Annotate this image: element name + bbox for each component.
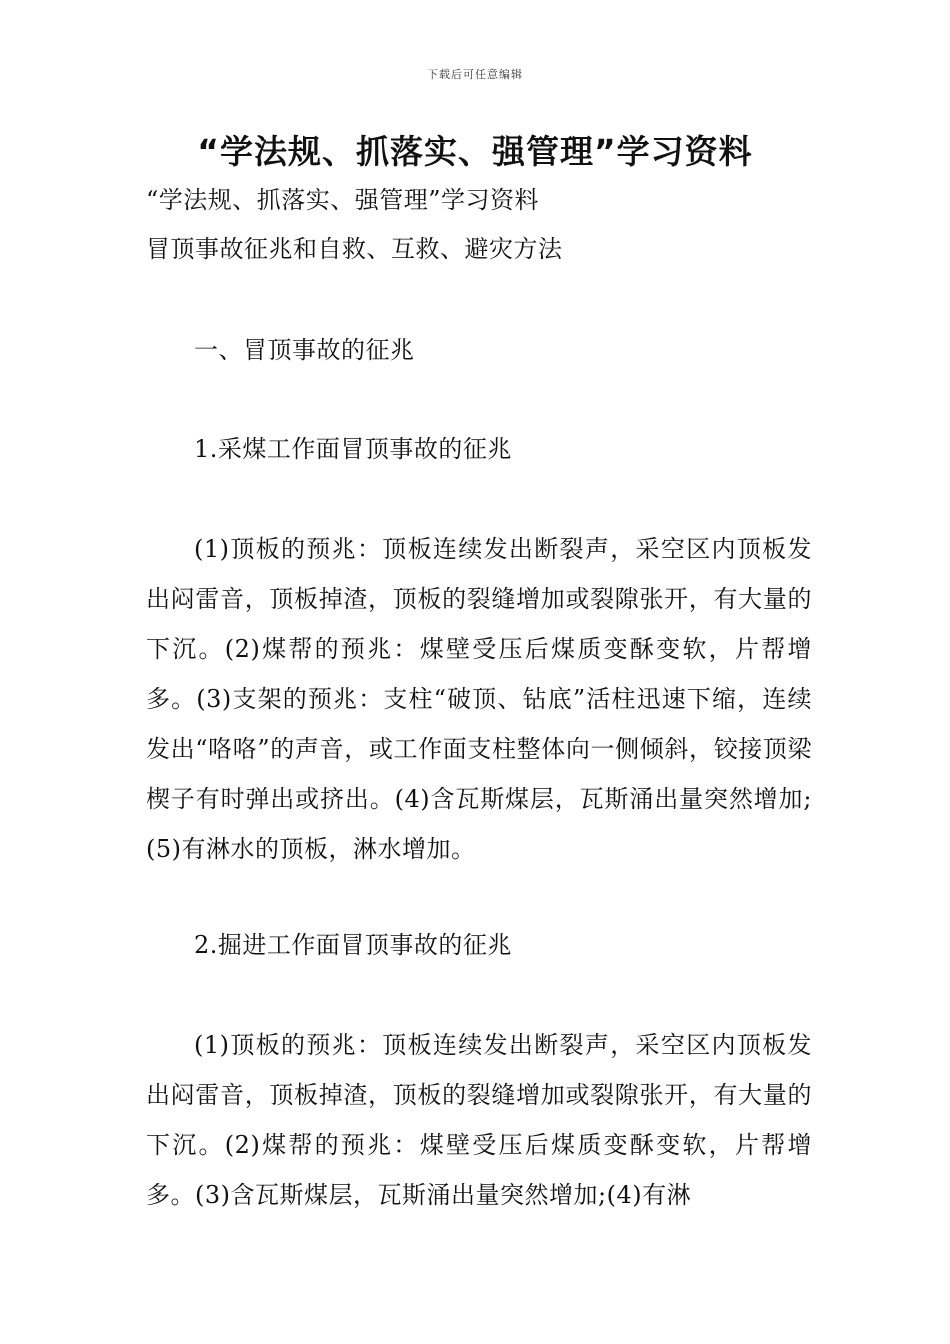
page-title: “学法规、抓落实、强管理”学习资料	[197, 132, 753, 171]
subtitle: “学法规、抓落实、强管理”学习资料	[146, 186, 540, 214]
paragraph-2: (1)顶板的预兆：顶板连续发出断裂声，采空区内顶板发出闷雷音，顶板掉渣，顶板的裂缝增加或裂隙张开，有大量的下沉。(2)煤帮的预兆：煤壁受压后煤质变酥变软，片帮增多。(3)含瓦斯煤层，瓦斯涌出量突然增加;(4)有淋	[146, 1031, 812, 1209]
subsection-heading-1: 1.采煤工作面冒顶事故的征兆	[194, 435, 512, 463]
subsection-heading-2: 2.掘进工作面冒顶事故的征兆	[194, 931, 512, 959]
section-heading: 一、冒顶事故的征兆	[194, 336, 415, 364]
header-note: 下载后可任意编辑	[427, 68, 523, 81]
topic-line: 冒顶事故征兆和自救、互救、避灾方法	[146, 235, 563, 263]
paragraph-1: (1)顶板的预兆：顶板连续发出断裂声，采空区内顶板发出闷雷音，顶板掉渣，顶板的裂缝增加或裂隙张开，有大量的下沉。(2)煤帮的预兆：煤壁受压后煤质变酥变软，片帮增多。(3)支架的预兆：支柱“破顶、钻底”活柱迅速下缩，连续发出“咯咯”的声音，或工作面支柱整体向一侧倾斜，铰接顶梁楔子有时弹出或挤出。(4)含瓦斯煤层，瓦斯涌出量突然增加;(5)有淋水的顶板，淋水增加。	[146, 535, 812, 863]
